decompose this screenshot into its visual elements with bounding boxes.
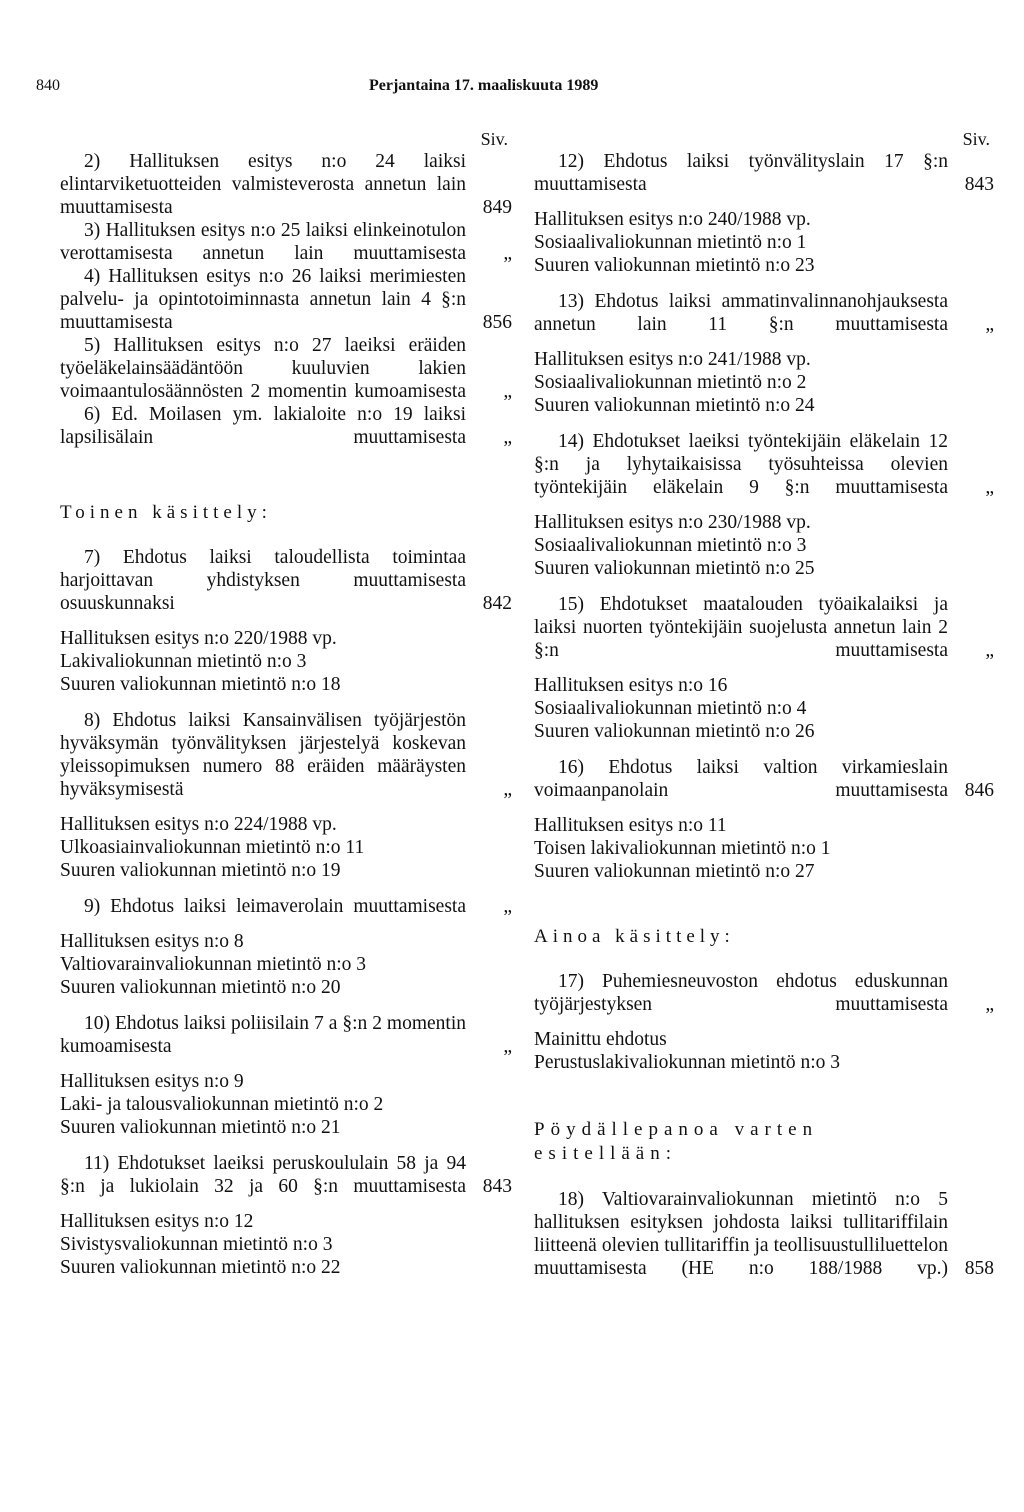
entry-info	[60, 627, 512, 696]
info-line: Hallituksen esitys n:o 9	[60, 1071, 244, 1092]
info-line: Valtiovarainvaliokunnan mietintö n:o 3	[60, 954, 366, 975]
info-line: Ulkoasiainvaliokunnan mietintö n:o 11	[60, 837, 365, 858]
entry-info	[534, 348, 994, 417]
agenda-entry-15	[534, 593, 994, 662]
entry-info	[534, 511, 994, 580]
right-column	[534, 128, 994, 1292]
agenda-entry-5	[60, 334, 512, 403]
entry-page: „	[985, 640, 994, 661]
entry-page: 843	[482, 1176, 512, 1197]
info-line: Hallituksen esitys n:o 241/1988 vp.	[534, 349, 811, 370]
left-column	[60, 128, 512, 1292]
entry-page: 858	[964, 1258, 994, 1279]
section-heading-toinen: Toinen käsittely:	[60, 502, 272, 523]
agenda-entry-13	[534, 290, 994, 336]
info-line: Hallituksen esitys n:o 224/1988 vp.	[60, 814, 337, 835]
entry-page: „	[985, 477, 994, 498]
entry-text: 13) Ehdotus laiksi ammatinvalinnanohjauksesta annetun lain 11 §:n muuttamisesta	[534, 291, 948, 335]
section-heading-ainoa: Ainoa käsittely:	[534, 926, 735, 947]
entry-info	[60, 1070, 512, 1139]
entry-text: 17) Puhemiesneuvoston ehdotus eduskunnan työjärjestyksen muuttamisesta	[534, 971, 948, 1015]
siv-label: Siv.	[962, 129, 990, 149]
entry-text: 15) Ehdotukset maatalouden työaikalaiksi ja laiksi nuorten työntekijäin suojelusta annetun lain 2 §:n muuttamisesta	[534, 594, 948, 661]
info-line: Perustuslakivaliokunnan mietintö n:o 3	[534, 1052, 841, 1073]
section-heading-poydallepanoa: Pöydällepanoa varten esitellään:	[534, 1119, 819, 1164]
entry-page: 846	[964, 780, 994, 801]
entry-info	[60, 813, 512, 882]
info-line: Laki- ja talousvaliokunnan mietintö n:o 2	[60, 1094, 384, 1115]
entry-text: 14) Ehdotukset laeiksi työntekijäin eläkelain 12 §:n ja lyhytaikaisissa työsuhteissa olevien työntekijäin eläkelain 9 §:n muuttamisesta	[534, 431, 948, 498]
entry-text: 6) Ed. Moilasen ym. lakialoite n:o 19 laiksi lapsilisälain muuttamisesta	[60, 404, 466, 448]
info-line: Toisen lakivaliokunnan mietintö n:o 1	[534, 838, 831, 859]
info-line: Suuren valiokunnan mietintö n:o 20	[60, 977, 341, 998]
page-header	[36, 74, 986, 100]
entry-text: 11) Ehdotukset laeiksi peruskoululain 58 ja 94 §:n ja lukiolain 32 ja 60 §:n muuttamisesta	[60, 1153, 466, 1197]
agenda-entry-16	[534, 756, 994, 802]
agenda-entry-17	[534, 970, 994, 1016]
agenda-entry-11	[60, 1152, 512, 1198]
siv-label: Siv.	[480, 129, 508, 149]
entry-info	[534, 674, 994, 743]
info-line: Suuren valiokunnan mietintö n:o 18	[60, 674, 341, 695]
info-line: Suuren valiokunnan mietintö n:o 19	[60, 860, 341, 881]
entry-info	[534, 814, 994, 883]
entry-text: 12) Ehdotus laiksi työnvälityslain 17 §:n muuttamisesta	[534, 151, 948, 195]
entry-text: 9) Ehdotus laiksi leimaverolain muuttamisesta	[84, 896, 466, 917]
entry-page: „	[503, 896, 512, 917]
agenda-entry-7	[60, 546, 512, 615]
info-line: Sosiaalivaliokunnan mietintö n:o 4	[534, 698, 807, 719]
entry-page: „	[985, 314, 994, 335]
info-line: Sosiaalivaliokunnan mietintö n:o 3	[534, 535, 807, 556]
info-line: Suuren valiokunnan mietintö n:o 21	[60, 1117, 341, 1138]
entry-page: 842	[482, 593, 512, 614]
entry-page: „	[503, 427, 512, 448]
entry-page: 849	[482, 197, 512, 218]
agenda-entry-8	[60, 709, 512, 801]
agenda-entry-18	[534, 1188, 994, 1280]
info-line: Hallituksen esitys n:o 11	[534, 815, 727, 836]
agenda-entry-6	[60, 403, 512, 449]
agenda-entry-2	[60, 150, 512, 219]
agenda-entry-14	[534, 430, 994, 499]
info-line: Sosiaalivaliokunnan mietintö n:o 2	[534, 372, 807, 393]
entry-info	[60, 1210, 512, 1279]
entry-text: 3) Hallituksen esitys n:o 25 laiksi elinkeinotulon verottamisesta annetun lain muuttamisesta	[60, 220, 466, 264]
entry-info	[534, 1028, 994, 1074]
entry-text: 4) Hallituksen esitys n:o 26 laiksi merimiesten palvelu- ja opintotoiminnasta annetun lain 4 §:n muuttamisesta	[60, 266, 466, 333]
info-line: Hallituksen esitys n:o 240/1988 vp.	[534, 209, 811, 230]
entry-page: „	[503, 779, 512, 800]
info-line: Suuren valiokunnan mietintö n:o 24	[534, 395, 815, 416]
running-title: Perjantaina 17. maaliskuuta 1989	[369, 77, 599, 94]
info-line: Suuren valiokunnan mietintö n:o 25	[534, 558, 815, 579]
info-line: Suuren valiokunnan mietintö n:o 23	[534, 255, 815, 276]
agenda-entry-3	[60, 219, 512, 265]
agenda-entry-9	[60, 895, 512, 918]
entry-text: 5) Hallituksen esitys n:o 27 laeiksi eräiden työeläkelainsäädäntöön kuuluvien lakien voimaantulosäännösten 2 momentin kumoamisesta	[60, 335, 466, 402]
info-line: Lakivaliokunnan mietintö n:o 3	[60, 651, 307, 672]
entry-page: „	[503, 381, 512, 402]
entry-page: „	[503, 1036, 512, 1057]
agenda-entry-10	[60, 1012, 512, 1058]
entry-page: 856	[482, 312, 512, 333]
page-number: 840	[36, 77, 60, 94]
entry-page: „	[985, 994, 994, 1015]
entry-text: 16) Ehdotus laiksi valtion virkamieslain voimaanpanolain muuttamisesta	[534, 757, 948, 801]
entry-page: „	[503, 243, 512, 264]
agenda-entry-4	[60, 265, 512, 334]
info-line: Sivistysvaliokunnan mietintö n:o 3	[60, 1234, 333, 1255]
info-line: Sosiaalivaliokunnan mietintö n:o 1	[534, 232, 807, 253]
entry-info	[534, 208, 994, 277]
info-line: Mainittu ehdotus	[534, 1029, 667, 1050]
info-line: Hallituksen esitys n:o 230/1988 vp.	[534, 512, 811, 533]
entry-text: 10) Ehdotus laiksi poliisilain 7 a §:n 2 momentin kumoamisesta	[60, 1013, 466, 1057]
info-line: Suuren valiokunnan mietintö n:o 26	[534, 721, 815, 742]
entry-text: 8) Ehdotus laiksi Kansainvälisen työjärjestön hyväksymän työnvälityksen järjestelyä koskevan yleissopimuksen numero 88 eräiden määräysten hyväksymisestä	[60, 710, 466, 800]
info-line: Hallituksen esitys n:o 220/1988 vp.	[60, 628, 337, 649]
agenda-entry-12	[534, 150, 994, 196]
entry-page: 843	[964, 174, 994, 195]
entry-info	[60, 930, 512, 999]
entry-text: 2) Hallituksen esitys n:o 24 laiksi elintarviketuotteiden valmisteverosta annetun lain muuttamisesta	[60, 151, 466, 218]
info-line: Hallituksen esitys n:o 12	[60, 1211, 254, 1232]
info-line: Hallituksen esitys n:o 8	[60, 931, 244, 952]
info-line: Hallituksen esitys n:o 16	[534, 675, 728, 696]
entry-text: 18) Valtiovarainvaliokunnan mietintö n:o 5 hallituksen esityksen johdosta laiksi tullitariffilain liitteenä olevien tullitariffin ja teollisuustulliluettelon muuttamisesta (HE n:o 188/1988 vp.)	[534, 1189, 948, 1279]
entry-text: 7) Ehdotus laiksi taloudellista toimintaa harjoittavan yhdistyksen muuttamisesta osuuskunnaksi	[60, 547, 466, 614]
info-line: Suuren valiokunnan mietintö n:o 27	[534, 861, 815, 882]
info-line: Suuren valiokunnan mietintö n:o 22	[60, 1257, 341, 1278]
